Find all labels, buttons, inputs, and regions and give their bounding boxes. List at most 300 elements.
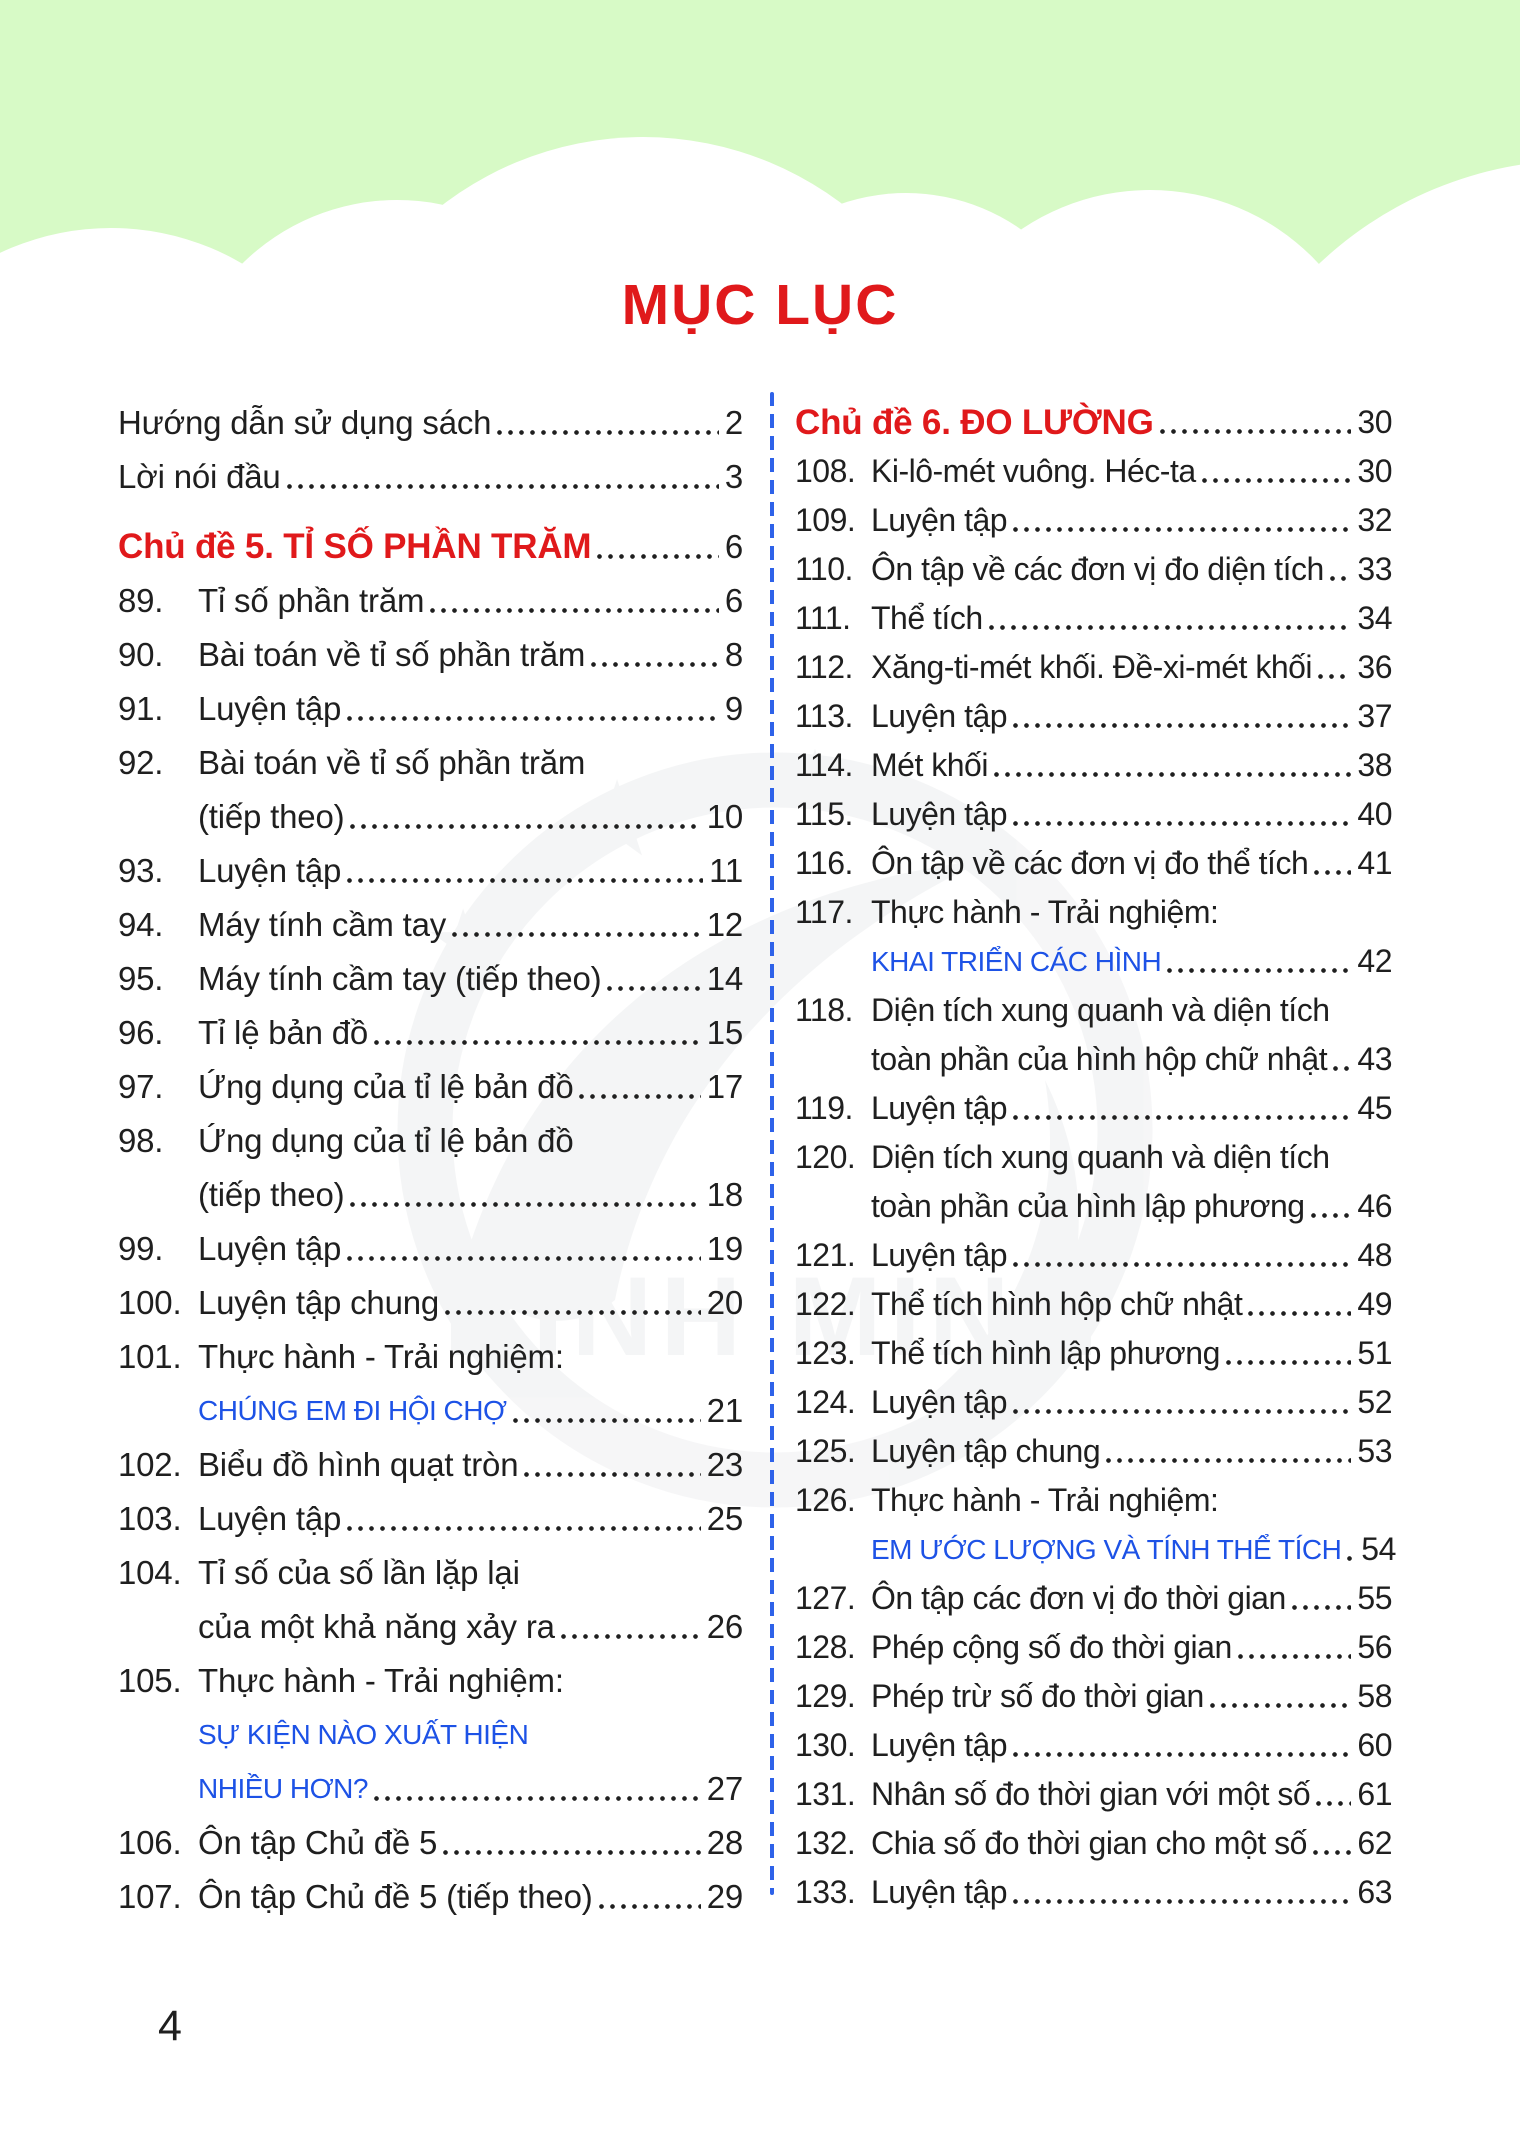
dot-leader	[994, 772, 1351, 777]
dot-leader	[597, 554, 718, 559]
dot-leader	[1013, 1899, 1351, 1904]
toc-line	[795, 1525, 1396, 1574]
entry-title: Phép cộng số đo thời gian	[871, 1629, 1232, 1665]
entry-title: Luyện tập	[198, 1500, 342, 1537]
toc-line	[795, 741, 1392, 790]
toc-entry	[795, 986, 1392, 1084]
entry-number: 99.	[118, 1230, 164, 1267]
dot-leader	[1330, 576, 1352, 581]
entry-page-number: 46	[1357, 1188, 1392, 1224]
toc-entry	[118, 574, 743, 628]
toc-line	[795, 1427, 1392, 1476]
entry-number: 105.	[118, 1662, 182, 1699]
entry-title: Chủ đề 5. TỈ SỐ PHẦN TRĂM	[118, 527, 592, 566]
entry-title: Luyện tập chung	[198, 1284, 440, 1321]
entry-page-number: 28	[706, 1824, 743, 1861]
toc-entry	[795, 1623, 1392, 1672]
entry-title: Luyện tập	[871, 1727, 1008, 1763]
entry-title: toàn phần của hình lập phương	[871, 1188, 1305, 1224]
entry-number: 114.	[795, 747, 853, 783]
entry-number: 110.	[795, 551, 853, 587]
entry-page-number: 12	[706, 906, 743, 943]
dot-leader	[1311, 1213, 1352, 1218]
entry-number: 109.	[795, 502, 856, 538]
dot-leader	[430, 608, 719, 613]
toc-entry	[795, 1231, 1392, 1280]
toc-line	[795, 1868, 1392, 1917]
entry-number: 126.	[795, 1482, 856, 1518]
entry-title: Tỉ lệ bản đồ	[198, 1014, 369, 1051]
entry-number: 125.	[795, 1433, 856, 1469]
toc-entry	[118, 1330, 743, 1438]
dot-leader	[561, 1634, 701, 1639]
entry-title-highlight: NHIỀU HƠN?	[198, 1773, 368, 1804]
entry-title: Thực hành - Trải nghiệm:	[871, 1482, 1219, 1518]
dot-leader	[1292, 1605, 1352, 1610]
entry-number: 106.	[118, 1824, 182, 1861]
entry-page-number: 6	[724, 528, 743, 565]
dot-leader	[1238, 1654, 1352, 1659]
dot-leader	[524, 1472, 700, 1477]
entry-page-number: 11	[709, 852, 743, 889]
toc-entry	[795, 496, 1392, 545]
entry-page-number: 55	[1357, 1580, 1392, 1616]
toc-entry	[118, 1438, 743, 1492]
entry-page-number: 17	[706, 1068, 743, 1105]
entry-page-number: 9	[724, 690, 743, 727]
dot-leader	[452, 932, 701, 937]
toc-line	[795, 1476, 1392, 1525]
entry-page-number: 23	[706, 1446, 743, 1483]
toc-entry	[118, 1492, 743, 1546]
entry-title: (tiếp theo)	[198, 798, 345, 835]
entry-title: (tiếp theo)	[198, 1176, 345, 1213]
toc-line	[118, 898, 743, 952]
entry-title-highlight: CHÚNG EM ĐI HỘI CHỢ	[198, 1395, 507, 1426]
entry-title: Ứng dụng của tỉ lệ bản đồ	[198, 1122, 574, 1159]
toc-entry	[118, 1222, 743, 1276]
entry-title: Tỉ số phần trăm	[198, 582, 425, 619]
entry-page-number: 58	[1357, 1678, 1392, 1714]
entry-number: 95.	[118, 960, 164, 997]
toc-entry	[118, 1006, 743, 1060]
entry-number: 115.	[795, 796, 853, 832]
entry-number: 104.	[118, 1554, 182, 1591]
toc-line	[795, 937, 1392, 986]
toc-entry	[795, 1280, 1392, 1329]
toc-line	[118, 1384, 743, 1438]
toc-entry	[795, 1721, 1392, 1770]
toc-entry	[118, 844, 743, 898]
entry-number: 122.	[795, 1286, 856, 1322]
dot-leader	[1248, 1311, 1351, 1316]
entry-number: 120.	[795, 1139, 856, 1175]
toc-entry	[118, 450, 743, 504]
entry-title: Luyện tập	[871, 1090, 1008, 1126]
toc-line	[118, 790, 743, 844]
entry-number: 102.	[118, 1446, 182, 1483]
entry-number: 101.	[118, 1338, 182, 1375]
toc-entry	[795, 1084, 1392, 1133]
entry-number: 116.	[795, 845, 853, 881]
entry-number: 127.	[795, 1580, 856, 1616]
toc-line	[795, 496, 1392, 545]
dot-leader	[599, 1904, 701, 1909]
dot-leader	[497, 430, 719, 435]
dot-leader	[1013, 1752, 1351, 1757]
dot-leader	[1347, 1556, 1355, 1561]
toc-line	[795, 1574, 1392, 1623]
toc-entry	[795, 1133, 1392, 1231]
entry-title: Bài toán về tỉ số phần trăm	[198, 744, 586, 781]
dot-leader	[350, 824, 700, 829]
toc-entry	[795, 839, 1392, 888]
toc-entry	[118, 1060, 743, 1114]
toc-line	[118, 736, 743, 790]
entry-page-number: 37	[1357, 698, 1392, 734]
dot-leader	[1013, 527, 1351, 532]
toc-line	[118, 1438, 743, 1492]
entry-title: Hướng dẫn sử dụng sách	[118, 404, 492, 441]
toc-line	[118, 952, 743, 1006]
entry-title: Bài toán về tỉ số phần trăm	[198, 636, 586, 673]
dot-leader	[1316, 1801, 1351, 1806]
toc-entry	[795, 1672, 1392, 1721]
entry-number: 96.	[118, 1014, 164, 1051]
entry-title-highlight: KHAI TRIỂN CÁC HÌNH	[871, 946, 1162, 977]
entry-page-number: 63	[1357, 1874, 1392, 1910]
toc-entry	[795, 545, 1392, 594]
toc-entry	[795, 594, 1392, 643]
dot-leader	[591, 662, 719, 667]
toc-line	[795, 1721, 1392, 1770]
toc-entry	[795, 692, 1392, 741]
entry-number: 108.	[795, 453, 856, 489]
entry-page-number: 10	[706, 798, 743, 835]
dot-leader	[1013, 1115, 1351, 1120]
entry-title: Luyện tập	[871, 1874, 1008, 1910]
entry-page-number: 52	[1357, 1384, 1392, 1420]
entry-title: Luyện tập	[198, 852, 342, 889]
entry-title: Luyện tập chung	[871, 1433, 1101, 1469]
toc-line	[118, 1492, 743, 1546]
cloud-header-decoration	[0, 0, 1520, 300]
toc-entry	[118, 1114, 743, 1222]
toc-line	[118, 574, 743, 628]
entry-title: Diện tích xung quanh và diện tích	[871, 992, 1330, 1028]
toc-entry	[118, 1870, 743, 1924]
toc-line	[795, 1819, 1392, 1868]
toc-entry	[795, 1378, 1392, 1427]
entry-number: 113.	[795, 698, 853, 734]
toc-line	[795, 1035, 1392, 1084]
dot-leader	[1313, 1850, 1351, 1855]
entry-page-number: 3	[724, 458, 743, 495]
entry-page-number: 62	[1357, 1825, 1392, 1861]
entry-page-number: 25	[706, 1500, 743, 1537]
entry-title: Xăng-ti-mét khối. Đề-xi-mét khối	[871, 649, 1313, 685]
toc-entry	[795, 1574, 1392, 1623]
toc-entry	[118, 1816, 743, 1870]
entry-title: Tỉ số của số lần lặp lại	[198, 1554, 520, 1591]
toc-line	[795, 1231, 1392, 1280]
toc-line	[118, 1546, 743, 1600]
entry-number: 118.	[795, 992, 853, 1028]
toc-entry	[795, 1329, 1392, 1378]
toc-entry	[795, 643, 1392, 692]
toc-column-left	[118, 396, 743, 1924]
dot-leader	[374, 1040, 701, 1045]
entry-number: 107.	[118, 1878, 182, 1915]
toc-entry	[118, 1654, 743, 1816]
toc-line	[795, 398, 1392, 447]
toc-line	[118, 1600, 743, 1654]
toc-line	[795, 790, 1392, 839]
entry-title: Luyện tập	[871, 1384, 1008, 1420]
toc-entry	[118, 396, 743, 450]
entry-title: Nhân số đo thời gian với một số	[871, 1776, 1311, 1812]
toc-line	[118, 1330, 743, 1384]
dot-leader	[347, 716, 719, 721]
toc-entry	[795, 1770, 1392, 1819]
dot-leader	[445, 1310, 701, 1315]
entry-number: 100.	[118, 1284, 182, 1321]
toc-entry	[795, 1868, 1392, 1917]
entry-page-number: 53	[1357, 1433, 1392, 1469]
entry-title: Luyện tập	[198, 1230, 342, 1267]
entry-page-number: 33	[1357, 551, 1392, 587]
entry-page-number: 20	[706, 1284, 743, 1321]
entry-number: 92.	[118, 744, 164, 781]
toc-line	[118, 628, 743, 682]
dot-leader	[1013, 1409, 1351, 1414]
dot-leader	[1226, 1360, 1352, 1365]
toc-line	[118, 1006, 743, 1060]
entry-page-number: 49	[1357, 1286, 1392, 1322]
toc-entry	[795, 741, 1392, 790]
toc-line	[795, 1182, 1392, 1231]
dot-leader	[1202, 478, 1352, 483]
toc-entry	[795, 1427, 1392, 1476]
entry-title: Ki-lô-mét vuông. Héc-ta	[871, 453, 1196, 489]
entry-page-number: 56	[1357, 1629, 1392, 1665]
entry-number: 130.	[795, 1727, 856, 1763]
toc-line	[118, 1222, 743, 1276]
dot-leader	[579, 1094, 700, 1099]
entry-number: 103.	[118, 1500, 182, 1537]
dot-leader	[513, 1418, 701, 1423]
dot-leader	[347, 878, 703, 883]
entry-title: Luyện tập	[871, 698, 1008, 734]
entry-page-number: 61	[1357, 1776, 1392, 1812]
entry-title: Luyện tập	[198, 690, 342, 727]
toc-line	[118, 520, 743, 574]
entry-title: Lời nói đầu	[118, 458, 281, 495]
entry-number: 112.	[795, 649, 853, 685]
toc-line	[795, 986, 1392, 1035]
entry-page-number: 6	[724, 582, 743, 619]
toc-entry	[795, 790, 1392, 839]
toc-line	[118, 1114, 743, 1168]
entry-page-number: 36	[1357, 649, 1392, 685]
entry-title: Ôn tập các đơn vị đo thời gian	[871, 1580, 1286, 1616]
entry-number: 98.	[118, 1122, 164, 1159]
entry-page-number: 30	[1357, 404, 1392, 440]
toc-entry	[118, 952, 743, 1006]
toc-entry	[118, 898, 743, 952]
toc-line	[118, 396, 743, 450]
toc-entry	[118, 682, 743, 736]
entry-title: Ôn tập Chủ đề 5 (tiếp theo)	[198, 1878, 593, 1915]
entry-page-number: 42	[1357, 943, 1392, 979]
entry-page-number: 18	[706, 1176, 743, 1213]
toc-line	[795, 643, 1392, 692]
dot-leader	[1013, 1262, 1351, 1267]
entry-number: 119.	[795, 1090, 853, 1126]
dot-leader	[350, 1202, 700, 1207]
entry-page-number: 26	[706, 1608, 743, 1645]
entry-page-number: 60	[1357, 1727, 1392, 1763]
entry-title: Ứng dụng của tỉ lệ bản đồ	[198, 1068, 574, 1105]
toc-line	[118, 844, 743, 898]
toc-entry	[118, 736, 743, 844]
column-divider	[770, 392, 774, 1895]
entry-page-number: 34	[1357, 600, 1392, 636]
entry-title: Thực hành - Trải nghiệm:	[871, 894, 1219, 930]
entry-page-number: 21	[706, 1392, 743, 1429]
entry-title: Thực hành - Trải nghiệm:	[198, 1662, 564, 1699]
toc-entry	[795, 1819, 1392, 1868]
entry-title-highlight: EM ƯỚC LƯỢNG VÀ TÍNH THỂ TÍCH	[871, 1534, 1342, 1565]
toc-line	[795, 1280, 1392, 1329]
dot-leader	[1314, 870, 1351, 875]
entry-title: Thể tích hình hộp chữ nhật	[871, 1286, 1243, 1322]
entry-title: Chủ đề 6. ĐO LƯỜNG	[795, 403, 1154, 442]
entry-title: Máy tính cầm tay (tiếp theo)	[198, 960, 602, 997]
entry-title: Phép trừ số đo thời gian	[871, 1678, 1204, 1714]
entry-number: 111.	[795, 600, 851, 636]
entry-number: 91.	[118, 690, 164, 727]
entry-title-highlight: SỰ KIỆN NÀO XUẤT HIỆN	[198, 1719, 529, 1750]
toc-entry	[118, 1276, 743, 1330]
toc-line	[118, 1762, 743, 1816]
entry-page-number: 15	[706, 1014, 743, 1051]
entry-title: Luyện tập	[871, 502, 1008, 538]
page-title: MỤC LỤC	[621, 273, 899, 337]
toc-entry	[795, 888, 1392, 986]
entry-number: 121.	[795, 1237, 856, 1273]
entry-page-number: 54	[1361, 1531, 1396, 1567]
entry-page-number: 27	[706, 1770, 743, 1807]
entry-title: Biểu đồ hình quạt tròn	[198, 1446, 519, 1483]
dot-leader	[1318, 674, 1351, 679]
dot-leader	[1210, 1703, 1352, 1708]
entry-page-number: 40	[1357, 796, 1392, 832]
toc-line	[118, 1816, 743, 1870]
entry-number: 93.	[118, 852, 164, 889]
dot-leader	[374, 1796, 701, 1801]
entry-number: 131.	[795, 1776, 856, 1812]
entry-number: 123.	[795, 1335, 856, 1371]
toc-line	[795, 1672, 1392, 1721]
toc-entry	[795, 1476, 1396, 1574]
entry-title: Ôn tập Chủ đề 5	[198, 1824, 438, 1861]
toc-line	[795, 1623, 1392, 1672]
toc-line	[118, 682, 743, 736]
entry-title: Chia số đo thời gian cho một số	[871, 1825, 1307, 1861]
entry-page-number: 2	[724, 404, 743, 441]
entry-number: 89.	[118, 582, 164, 619]
entry-title: Ôn tập về các đơn vị đo thể tích	[871, 845, 1309, 881]
entry-page-number: 32	[1357, 502, 1392, 538]
toc-line	[118, 1168, 743, 1222]
entry-title: Thể tích	[871, 600, 983, 636]
dot-leader	[347, 1526, 701, 1531]
toc-chapter-entry	[795, 398, 1392, 447]
toc-line	[118, 1870, 743, 1924]
entry-page-number: 29	[706, 1878, 743, 1915]
toc-line	[795, 1084, 1392, 1133]
dot-leader	[607, 986, 700, 991]
toc-line	[795, 1770, 1392, 1819]
toc-line	[795, 839, 1392, 888]
entry-number: 97.	[118, 1068, 164, 1105]
toc-column-right	[795, 398, 1396, 1917]
dot-leader	[1167, 968, 1351, 973]
toc-line	[795, 1133, 1392, 1182]
entry-page-number: 19	[706, 1230, 743, 1267]
entry-page-number: 41	[1357, 845, 1392, 881]
dot-leader	[1013, 723, 1351, 728]
page-number-footer: 4	[158, 2002, 182, 2050]
entry-page-number: 14	[706, 960, 743, 997]
toc-line	[118, 1708, 743, 1762]
entry-number: 132.	[795, 1825, 856, 1861]
entry-number: 128.	[795, 1629, 856, 1665]
entry-title: Máy tính cầm tay	[198, 906, 447, 943]
entry-number: 124.	[795, 1384, 856, 1420]
entry-page-number: 48	[1357, 1237, 1392, 1273]
dot-leader	[1106, 1458, 1351, 1463]
entry-page-number: 51	[1357, 1335, 1392, 1371]
dot-leader	[347, 1256, 701, 1261]
entry-page-number: 43	[1357, 1041, 1392, 1077]
dot-leader	[1013, 821, 1351, 826]
entry-title: của một khả năng xảy ra	[198, 1608, 555, 1645]
dot-leader	[287, 484, 719, 489]
entry-page-number: 30	[1357, 453, 1392, 489]
dot-leader	[1333, 1066, 1351, 1071]
toc-line	[118, 1060, 743, 1114]
toc-line	[118, 1276, 743, 1330]
entry-title: Luyện tập	[871, 796, 1008, 832]
toc-line	[795, 447, 1392, 496]
entry-number: 94.	[118, 906, 164, 943]
toc-line	[795, 545, 1392, 594]
toc-entry	[118, 1546, 743, 1654]
dot-leader	[443, 1850, 701, 1855]
entry-title: Thể tích hình lập phương	[871, 1335, 1220, 1371]
entry-title: Mét khối	[871, 747, 988, 783]
entry-number: 129.	[795, 1678, 856, 1714]
entry-number: 117.	[795, 894, 853, 930]
dot-leader	[1160, 429, 1352, 434]
entry-number: 90.	[118, 636, 164, 673]
entry-title: Thực hành - Trải nghiệm:	[198, 1338, 564, 1375]
entry-title: Ôn tập về các đơn vị đo diện tích	[871, 551, 1324, 587]
entry-number: 133.	[795, 1874, 856, 1910]
entry-title: Diện tích xung quanh và diện tích	[871, 1139, 1330, 1175]
